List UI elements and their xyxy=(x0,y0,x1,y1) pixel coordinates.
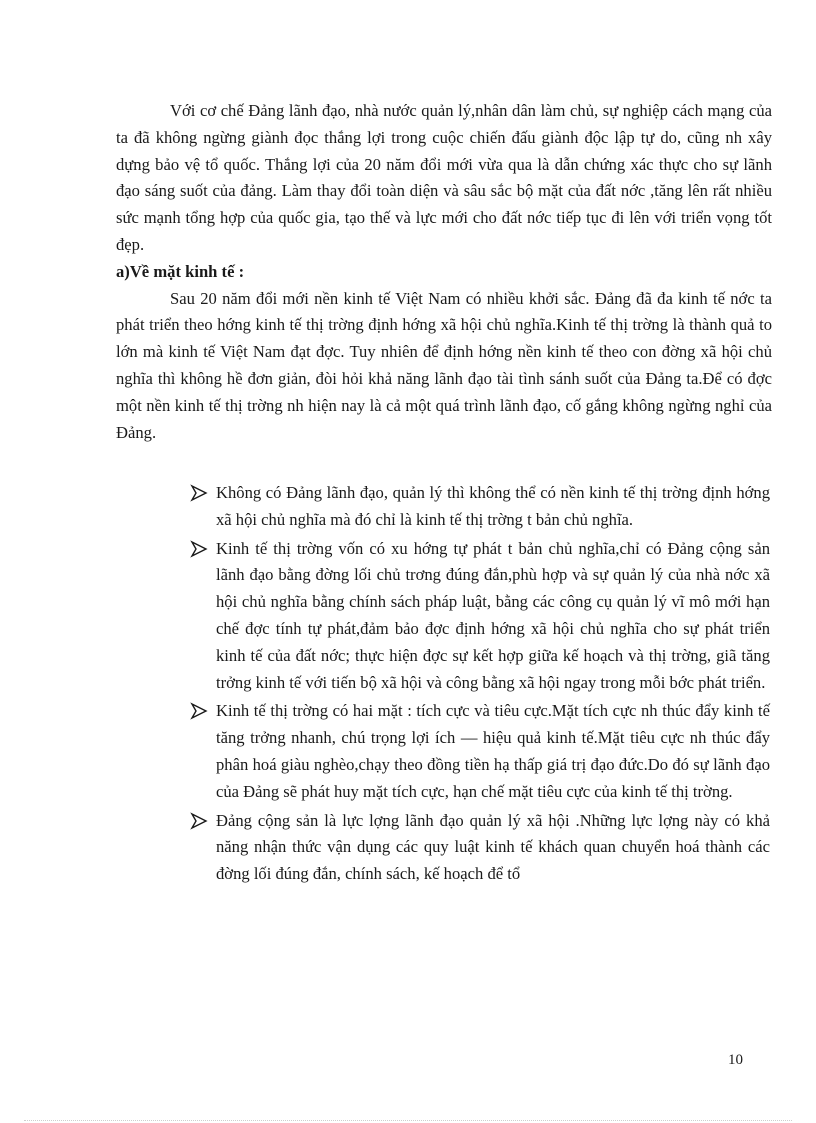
bullet-item xyxy=(190,536,770,697)
body-text xyxy=(116,98,772,446)
arrow-bullet-icon xyxy=(190,702,208,720)
bullet-text: Kinh tế thị trờng vốn có xu hớng tự phát t bản chủ nghĩa,chỉ có Đảng cộng sản lãnh đạo bằng đờng lối chủ trơng đúng đắn,phù hợp và sự quản lý của nhà nớc xã hội chủ nghĩa bằng chính sách pháp luật, bằng các công cụ quản lý vĩ mô mới hạn chế đợc tính tự phát,đảm bảo đợc định hớng xã hội chủ nghĩa cho sự phát triển kinh tế của đất nớc; thực hiện đợc sự kết hợp giữa kế hoạch và thị trờng, giã tăng trởng kinh tế với tiến bộ xã hội và công bằng xã hội ngay trong mỗi bớc phát triển. xyxy=(216,538,770,692)
bullet-item xyxy=(190,480,770,534)
intro-paragraph: Với cơ chế Đảng lãnh đạo, nhà nước quản lý,nhân dân làm chủ, sự nghiệp cách mạng của ta đã không ngừng giành đọc thắng lợi trong cuộc chiến đấu giành độc lập tự do, cũng nh xây dựng bảo vệ tổ quốc. Thắng lợi của 20 năm đổi mới vừa qua là dẫn chứng xác thực cho sự lãnh đạo sáng suốt của đảng. Làm thay đổi toàn diện và sâu sắc bộ mặt của đất nớc ,tăng lên rất nhiều sức mạnh tổng hợp của quốc gia, tạo thế và lực mới cho đất nớc tiếp tục đi lên với triển vọng tốt đẹp. xyxy=(116,101,772,254)
bullet-text: Kinh tế thị trờng có hai mặt : tích cực và tiêu cực.Mặt tích cực nh thúc đẩy kinh tế tăng trởng nhanh, chú trọng lợi ích — hiệu quả kinh tế.Mặt tiêu cực nh thúc đẩy phân hoá giàu nghèo,chạy theo đồng tiền hạ thấp giá trị đạo đức.Do đó sự lãnh đạo của Đảng sẽ phát huy mặt tích cực, hạn chế mặt tiêu cực của kinh tế thị trờng. xyxy=(216,701,770,801)
page-number: 10 xyxy=(728,1052,743,1068)
section-heading: a)Về mặt kinh tế : xyxy=(116,261,245,281)
bullet-item xyxy=(190,698,770,805)
section-paragraph: Sau 20 năm đổi mới nền kinh tế Việt Nam có nhiều khởi sắc. Đảng đã đa kinh tế nớc ta phát triển theo hớng kinh tế thị trờng định hớng xã hội chủ nghĩa.Kinh tế thị trờng là thành quả to lớn mà kinh tế Việt Nam đạt đợc. Tuy nhiên để định hớng nền kinh tế theo con đờng xã hội chủ nghĩa thì không hề đơn giản, đòi hỏi khả năng lãnh đạo tài tình sánh suốt của Đảng ta.Để có đợc một nền kinh tế thị trờng nh hiện nay là cả một quá trình lãnh đạo, cố gắng không ngừng nghỉ của Đảng. xyxy=(116,288,772,442)
arrow-bullet-icon xyxy=(190,812,208,830)
arrow-bullet-icon xyxy=(190,484,208,502)
bullet-item xyxy=(190,808,770,888)
arrow-bullet-icon xyxy=(190,540,208,558)
bullet-text: Không có Đảng lãnh đạo, quản lý thì không thể có nền kinh tế thị trờng định hớng xã hội chủ nghĩa mà đó chỉ là kinh tế thị trờng t bản chủ nghĩa. xyxy=(216,483,770,529)
footer-divider xyxy=(24,1120,792,1121)
bullet-text: Đảng cộng sản là lực lợng lãnh đạo quản lý xã hội .Những lực lợng này có khả năng nhận thức vận dụng các quy luật kinh tế khách quan chuyển hoá thành các đờng lối đúng đắn, chính sách, kế hoạch để tổ xyxy=(216,810,770,884)
bullet-list xyxy=(190,480,770,890)
